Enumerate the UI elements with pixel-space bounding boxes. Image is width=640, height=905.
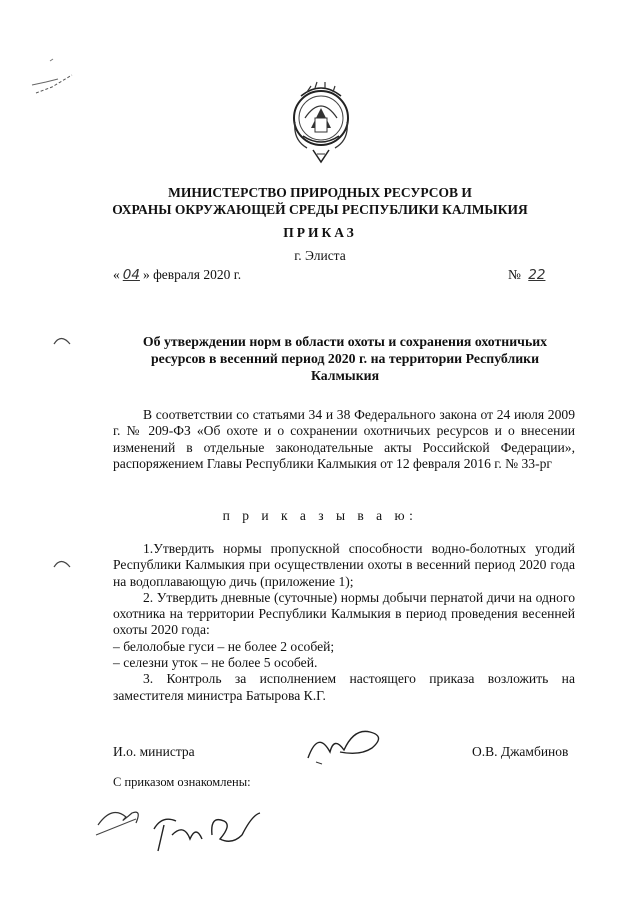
signer-name: О.В. Джамбинов	[472, 744, 569, 759]
order-heading	[118, 333, 572, 384]
heading-line2: ресурсов в весенний период 2020 г. на территории Республики	[150, 351, 540, 366]
item-1: 1.Утвердить нормы пропускной способности водно-болотных угодий Республики Калмыкия при осуществлении охоты в весенний период 2020 года на водоплавающую дичь (приложение 1);	[113, 541, 575, 589]
org-name-line1: МИНИСТЕРСТВО ПРИРОДНЫХ РЕСУРСОВ И	[168, 185, 472, 200]
date-day: 04	[122, 267, 140, 283]
item-2-b: – селезни уток – не более 5 особей.	[113, 655, 318, 671]
acknowledgement-signatures	[92, 795, 272, 860]
emblem-icon	[291, 78, 351, 166]
heading-line1: Об утверждении норм в области охоты и сохранения охотничьих	[142, 334, 548, 349]
signer-position: И.о. министра	[113, 744, 195, 759]
signature-drawing	[300, 722, 390, 768]
order-items	[113, 541, 575, 704]
pen-mark-top-left	[28, 55, 83, 100]
date-open-quote: «	[113, 267, 120, 282]
decree-word: п р и к а з ы в а ю:	[222, 508, 418, 523]
preamble	[113, 407, 575, 472]
preamble-text: В соответствии со статьями 34 и 38 Федерального закона от 24 июля 2009 г. № 209-ФЗ «Об охоте и о сохранении охотничьих ресурсов и о внесении изменений в отдельные законодательные акты Российской Федерации», распоряжением Главы Республики Калмыкия от 12 февраля 2016 г. № 33-рг	[113, 407, 575, 471]
item-3: 3. Контроль за исполнением настоящего приказа возложить на заместителя министра Батырова К.Г.	[113, 671, 575, 703]
date-rest: » февраля 2020 г.	[142, 267, 242, 282]
doc-number	[508, 267, 549, 283]
acknowledgement-label: С приказом ознакомлены:	[113, 775, 251, 789]
item-2-a: – белолобые гуси – не более 2 особей;	[113, 638, 335, 654]
heading-line3: Калмыкия	[310, 368, 380, 383]
org-name-line2: ОХРАНЫ ОКРУЖАЮЩЕЙ СРЕДЫ РЕСПУБЛИКИ КАЛМЫКИЯ	[112, 202, 528, 217]
punch-hole-icon	[52, 555, 72, 569]
city: г. Элиста	[294, 248, 346, 263]
doc-date	[113, 267, 241, 283]
punch-hole-icon	[52, 332, 72, 346]
doc-type: ПРИКАЗ	[283, 225, 357, 240]
number-value: 22	[528, 267, 546, 283]
number-label: №	[508, 267, 521, 282]
item-2: 2. Утвердить дневные (суточные) нормы добычи пернатой дичи на одного охотника на территории Республики Калмыкия в период проведения весенней охоты 2020 года:	[113, 589, 575, 638]
